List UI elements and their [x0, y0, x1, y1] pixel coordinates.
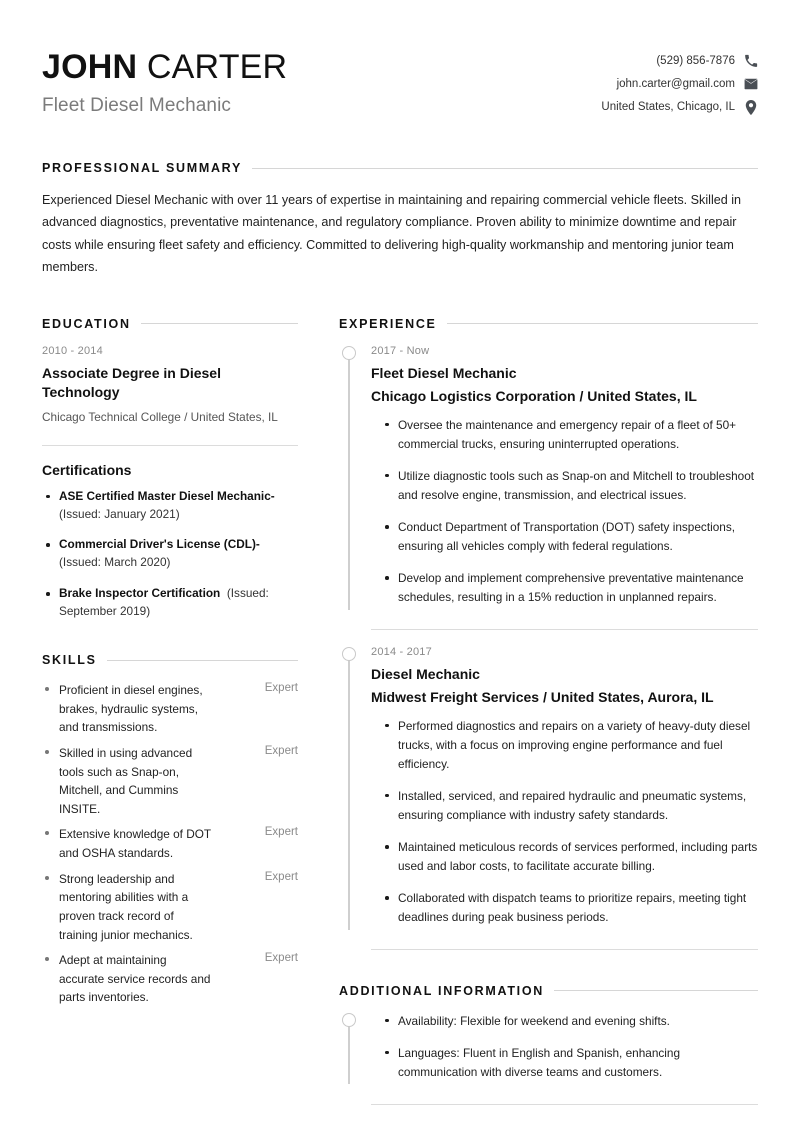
additional-information-heading [339, 984, 758, 998]
skill-name: Skilled in using advanced tools such as Snap-on, Mitchell, and Cummins INSITE. [59, 745, 193, 816]
experience-role: Fleet Diesel Mechanic [371, 364, 517, 381]
resume-header [42, 38, 758, 117]
certification-name: Brake Inspector Certification [59, 586, 221, 601]
list-item: Languages: Fluent in English and Spanish, enhancing communication with diverse teams and customers. [384, 1044, 758, 1082]
experience-timeline [339, 345, 758, 950]
heading-rule [252, 168, 758, 169]
education-heading [42, 317, 298, 331]
experience-date: 2017 - Now [371, 344, 430, 357]
skill-name: Extensive knowledge of DOT and OSHA standards. [59, 827, 211, 861]
timeline-dot-icon [342, 346, 356, 360]
education-date: 2010 - 2014 [42, 344, 103, 357]
skill-level: Expert [264, 682, 298, 695]
additional-information-section [339, 984, 758, 1105]
professional-summary-heading [42, 161, 758, 175]
candidate-name [42, 48, 287, 86]
experience-company: Chicago Logistics Corporation / United States, IL [371, 387, 697, 404]
list-item: Develop and implement comprehensive preventative maintenance schedules, resulting in a 15% reduction in unplanned repairs. [384, 569, 758, 607]
section-title: ADDITIONAL INFORMATION [339, 983, 544, 998]
list-item: Availability: Flexible for weekend and evening shifts. [384, 1012, 758, 1031]
identity-block [42, 48, 287, 117]
timeline-dot-icon [342, 1013, 356, 1027]
left-column [42, 317, 298, 1007]
education-degree: Associate Degree in Diesel Technology [42, 364, 221, 400]
certification-issued: (Issued: September 2019) [59, 586, 269, 619]
contact-phone-value: (529) 856-7876 [656, 55, 735, 67]
skill-name: Strong leadership and mentoring abilities with a proven track record of training junior mechanics. [59, 871, 193, 942]
list-item: Oversee the maintenance and emergency repair of a fleet of 50+ commercial trucks, ensuring uninterrupted operations. [384, 416, 758, 454]
section-title: SKILLS [42, 653, 97, 668]
certification-name: Commercial Driver's License (CDL)- [59, 537, 260, 552]
list-item [42, 536, 298, 572]
list-item: Maintained meticulous records of services performed, including parts used and labor costs, to facilitate accurate billing. [384, 838, 758, 876]
timeline-dot-icon [342, 647, 356, 661]
section-title: PROFESSIONAL SUMMARY [42, 161, 242, 176]
contact-location[interactable] [601, 100, 758, 114]
certification-issued: (Issued: January 2021) [59, 506, 180, 521]
list-item: Performed diagnostics and repairs on a variety of heavy-duty diesel trucks, with a focus on improving engine performance and fuel efficiency. [384, 717, 758, 774]
experience-divider [371, 629, 758, 630]
location-pin-icon [744, 100, 758, 114]
section-title: EXPERIENCE [339, 316, 437, 331]
professional-summary-section [42, 161, 758, 279]
skill-level: Expert [264, 952, 298, 965]
experience-item [339, 646, 758, 930]
candidate-job-title: Fleet Diesel Mechanic [42, 95, 232, 117]
section-title: EDUCATION [42, 316, 131, 331]
skill-level: Expert [264, 826, 298, 839]
experience-bullets [371, 416, 758, 608]
list-item [42, 681, 298, 737]
education-school: Chicago Technical College / United States, IL [42, 410, 278, 425]
skills-section [42, 653, 298, 1007]
contact-email[interactable] [617, 77, 758, 91]
list-item: Conduct Department of Transportation (DOT) safety inspections, ensuring all vehicles comply with federal regulations. [384, 518, 758, 556]
first-name: JOHN [42, 48, 138, 86]
professional-summary-text: Experienced Diesel Mechanic with over 11 years of expertise in maintaining and repairing commercial vehicle fleets. Skilled in advanced diagnostics, preventative maintenance, and regulatory compliance. Proven ability to minimize downtime and repair costs while ensuring fleet safety and efficiency. Committed to delivering high-quality workmanship and mentoring junior team members. [42, 193, 742, 275]
list-item [42, 488, 298, 524]
email-icon [744, 77, 758, 91]
list-item: Installed, serviced, and repaired hydraulic and pneumatic systems, ensuring compliance with industry safety standards. [384, 787, 758, 825]
additional-bullets [371, 1012, 758, 1082]
certifications-section [42, 462, 298, 622]
experience-item [339, 345, 758, 610]
experience-role: Diesel Mechanic [371, 665, 480, 682]
experience-date: 2014 - 2017 [371, 645, 432, 658]
additional-divider [371, 1104, 758, 1105]
list-item: Collaborated with dispatch teams to prioritize repairs, meeting tight deadlines during peak business periods. [384, 889, 758, 927]
certification-name: ASE Certified Master Diesel Mechanic- [59, 488, 275, 503]
last-name: CARTER [146, 48, 288, 86]
phone-icon [744, 54, 758, 68]
skills-list [42, 681, 298, 1007]
heading-rule [107, 660, 298, 661]
list-item [42, 825, 298, 862]
additional-timeline [339, 1012, 758, 1105]
experience-section [339, 317, 758, 950]
heading-rule [141, 323, 298, 324]
timeline-line [348, 1025, 349, 1084]
experience-bullets [371, 717, 758, 928]
heading-rule [447, 323, 758, 324]
certification-issued: (Issued: March 2020) [59, 555, 171, 570]
resume-body [42, 317, 758, 1105]
education-section [42, 317, 298, 427]
contact-list [601, 48, 758, 114]
skill-level: Expert [264, 870, 298, 883]
list-item: Utilize diagnostic tools such as Snap-on and Mitchell to troubleshoot and resolve engine, transmission, and electrical issues. [384, 467, 758, 505]
timeline-line [348, 659, 349, 930]
additional-item [339, 1012, 758, 1084]
experience-divider [371, 949, 758, 950]
certifications-heading: Certifications [42, 461, 132, 478]
contact-location-value: United States, Chicago, IL [601, 101, 735, 113]
contact-phone[interactable] [656, 54, 758, 68]
skill-level: Expert [264, 744, 298, 757]
experience-company: Midwest Freight Services / United States, Aurora, IL [371, 688, 714, 705]
contact-email-value: john.carter@gmail.com [616, 78, 735, 90]
certifications-list [42, 488, 298, 622]
skills-heading [42, 653, 298, 667]
timeline-line [348, 358, 349, 610]
experience-heading [339, 317, 758, 331]
right-column [339, 317, 758, 1105]
section-divider [42, 445, 298, 446]
skill-name: Proficient in diesel engines, brakes, hydraulic systems, and transmissions. [59, 683, 203, 735]
skill-name: Adept at maintaining accurate service records and parts inventories. [59, 953, 211, 1005]
list-item [42, 585, 298, 621]
list-item [42, 870, 298, 945]
list-item [42, 951, 298, 1007]
list-item [42, 744, 298, 819]
heading-rule [554, 990, 758, 991]
